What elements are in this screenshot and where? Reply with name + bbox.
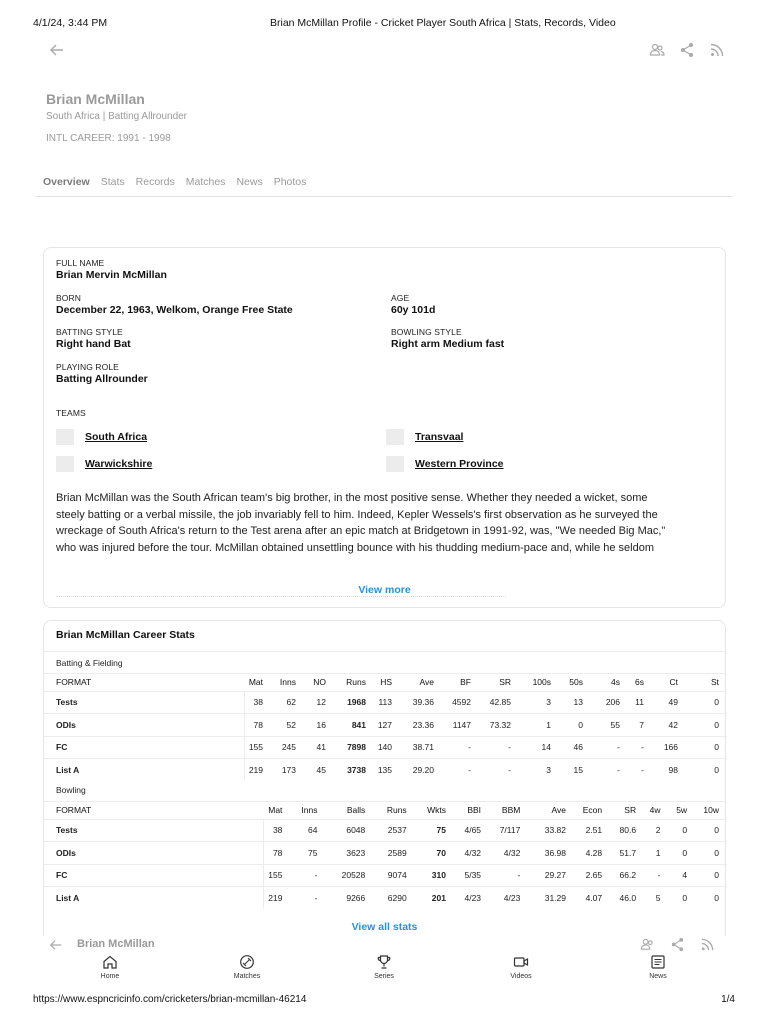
full-name-value: Brian Mervin McMillan (56, 269, 167, 281)
stat-cell: 42.85 (479, 691, 519, 714)
sticky-player-header (43, 936, 726, 954)
stat-cell: 15 (559, 759, 591, 782)
matches-icon (239, 954, 255, 970)
bottom-navigation (33, 954, 735, 988)
stat-cell: 4.07 (574, 887, 610, 910)
team-link[interactable] (386, 429, 463, 445)
stat-cell: - (290, 887, 325, 910)
stat-cell: 80.6 (610, 819, 644, 842)
stat-cell: 66.2 (610, 864, 644, 887)
col-header: 6s (635, 676, 644, 687)
print-page-number: 1/4 (721, 994, 735, 1005)
col-header: 4s (611, 676, 620, 687)
bio-line: Brian McMillan was the South African team's big brother, in the most positive sense. Whether they needed a wicket, some (56, 492, 648, 504)
news-icon (650, 954, 666, 970)
team-link[interactable] (386, 456, 504, 472)
stat-cell: 206 (591, 691, 628, 714)
user-group-icon[interactable] (649, 42, 665, 58)
stat-cell: - (442, 736, 479, 759)
stat-cell: 78 (264, 842, 291, 865)
stat-cell: 9266 (325, 887, 373, 910)
stat-cell: 4592 (442, 691, 479, 714)
profile-tabs (43, 176, 306, 188)
col-header: Runs (386, 804, 407, 815)
table-row (44, 819, 727, 842)
stat-cell: 310 (415, 864, 454, 887)
stat-cell: 75 (290, 842, 325, 865)
batting-section-label: Batting & Fielding (56, 658, 123, 668)
col-header: 100s (532, 676, 551, 687)
stat-cell: 2.51 (574, 819, 610, 842)
stat-cell: 33.82 (528, 819, 574, 842)
stat-cell: 0 (669, 842, 696, 865)
bowling-section-label: Bowling (56, 785, 86, 795)
stat-cell: 55 (591, 714, 628, 737)
top-bar (33, 40, 735, 64)
col-header: Ave (419, 676, 434, 687)
user-group-icon[interactable] (640, 937, 656, 953)
stat-cell: 98 (652, 759, 686, 782)
nav-series[interactable] (369, 954, 399, 988)
stat-cell: 113 (374, 691, 400, 714)
table-row (44, 736, 727, 759)
tab-overview[interactable]: Overview (43, 176, 90, 188)
stat-cell: 13 (559, 691, 591, 714)
tab-photos[interactable]: Photos (273, 176, 307, 188)
divider (44, 651, 725, 652)
col-header: Runs (346, 676, 366, 687)
col-header: FORMAT (56, 804, 92, 815)
share-icon[interactable] (670, 937, 686, 953)
nav-news[interactable] (643, 954, 673, 988)
stat-cell: 41 (304, 736, 334, 759)
stat-cell: 20528 (325, 864, 373, 887)
playing-role-label: PLAYING ROLE (56, 362, 119, 372)
print-doc-title: Brian McMillan Profile - Cricket Player South Africa | Stats, Records, Video (270, 17, 616, 29)
stat-cell: 0 (695, 842, 727, 865)
team-name: Transvaal (415, 431, 464, 443)
sticky-actions (640, 937, 716, 953)
stat-cell: 23.36 (400, 714, 442, 737)
born-label: BORN (56, 293, 81, 303)
born-value: December 22, 1963, Welkom, Orange Free State (56, 304, 293, 316)
sticky-player-name: Brian McMillan (77, 938, 155, 950)
team-logo (386, 456, 404, 472)
stat-cell: 75 (415, 819, 454, 842)
col-header: BBI (467, 804, 482, 815)
table-row (44, 887, 727, 910)
print-footer (33, 994, 735, 1008)
col-header: Wkts (427, 804, 446, 815)
rss-icon[interactable] (709, 42, 725, 58)
col-header: 4w (649, 804, 661, 815)
stat-cell: 5 (644, 887, 668, 910)
stat-cell: 3 (519, 759, 559, 782)
stat-cell: 127 (374, 714, 400, 737)
format-cell[interactable]: Tests (44, 691, 244, 714)
format-cell[interactable]: ODIs (44, 842, 264, 865)
nav-home[interactable] (95, 954, 125, 988)
stat-cell: 0 (695, 887, 727, 910)
video-icon (513, 954, 529, 970)
col-header: SR (499, 676, 511, 687)
stat-cell: 201 (415, 887, 454, 910)
stat-cell: 155 (264, 864, 291, 887)
stat-cell: 70 (415, 842, 454, 865)
stat-cell: 1 (644, 842, 668, 865)
bowling-style-label: BOWLING STYLE (391, 327, 462, 337)
stat-cell: 2589 (373, 842, 414, 865)
batting-style-label: BATTING STYLE (56, 327, 123, 337)
stat-cell: 5/35 (454, 864, 489, 887)
format-cell[interactable]: ODIs (44, 714, 244, 737)
team-logo (56, 429, 74, 445)
team-link[interactable] (56, 456, 152, 472)
stat-cell: 4 (669, 864, 696, 887)
trophy-icon (376, 954, 392, 970)
stat-cell: 36.98 (528, 842, 574, 865)
stat-cell: - (290, 864, 325, 887)
stat-cell: 219 (264, 887, 291, 910)
stat-cell: 0 (669, 887, 696, 910)
stat-cell: 45 (304, 759, 334, 782)
rss-icon[interactable] (700, 937, 716, 953)
stat-cell: 0 (686, 691, 727, 714)
stat-cell: 49 (652, 691, 686, 714)
stat-cell: 7/117 (489, 819, 528, 842)
view-all-stats-link[interactable]: View all stats (351, 921, 418, 933)
stat-cell: - (479, 736, 519, 759)
bowling-header-row (44, 801, 727, 819)
col-header: Mat (268, 804, 283, 815)
stat-cell: - (644, 864, 668, 887)
col-header: Ave (551, 804, 566, 815)
format-cell[interactable]: Tests (44, 819, 264, 842)
nav-videos[interactable] (506, 954, 536, 988)
col-header: HS (380, 676, 392, 687)
tab-records[interactable]: Records (135, 176, 175, 188)
stat-cell: - (628, 736, 652, 759)
bio-line: steely batting or a verbal missile, the job invariably fell to him. Indeed, Kepler Wessels's first observation as he surveyed the (56, 508, 658, 521)
bio-cut-off-text (56, 596, 506, 600)
stat-cell: 38.71 (400, 736, 442, 759)
bowling-style-value: Right arm Medium fast (391, 338, 505, 350)
stat-cell: 11 (628, 691, 652, 714)
format-cell[interactable]: FC (44, 864, 264, 887)
stat-cell: 6290 (373, 887, 414, 910)
stat-cell: 9074 (373, 864, 414, 887)
table-row (44, 864, 727, 887)
nav-label: News (649, 973, 667, 980)
stat-cell: 78 (244, 714, 271, 737)
player-subtitle: South Africa | Batting Allrounder (46, 111, 188, 122)
stat-cell: 73.32 (479, 714, 519, 737)
stat-cell: 4/23 (489, 887, 528, 910)
stat-cell: - (628, 759, 652, 782)
stat-cell: 166 (652, 736, 686, 759)
col-header: 50s (569, 676, 583, 687)
stat-cell: 29.20 (400, 759, 442, 782)
stat-cell: 51.7 (610, 842, 644, 865)
stat-cell: 16 (304, 714, 334, 737)
col-header: SR (624, 804, 637, 815)
nav-label: Home (100, 973, 120, 980)
career-stats-title: Brian McMillan Career Stats (56, 629, 195, 641)
stat-cell: 245 (271, 736, 304, 759)
player-career-span: INTL CAREER: 1991 - 1998 (46, 133, 171, 144)
stat-cell: 29.27 (528, 864, 574, 887)
batting-header-row (44, 673, 727, 691)
bowling-stats-table (44, 801, 727, 909)
col-header: Balls (346, 804, 366, 815)
col-header: BBM (501, 804, 521, 815)
stat-cell: - (489, 864, 528, 887)
stat-cell: 155 (244, 736, 271, 759)
stat-cell: 46 (559, 736, 591, 759)
stat-cell: 2 (644, 819, 668, 842)
stat-cell: 38 (264, 819, 291, 842)
stat-cell: 0 (695, 819, 727, 842)
team-name: Warwickshire (85, 458, 153, 470)
team-link[interactable] (56, 429, 147, 445)
table-row (44, 759, 727, 782)
team-logo (56, 456, 74, 472)
stat-cell: - (591, 736, 628, 759)
stat-cell: 2.65 (574, 864, 610, 887)
stat-cell: 7898 (334, 736, 374, 759)
stat-cell: 38 (244, 691, 271, 714)
col-header: 5w (676, 804, 688, 815)
stat-cell: 6048 (325, 819, 373, 842)
tabs-divider (35, 196, 733, 197)
tab-stats[interactable]: Stats (100, 176, 125, 188)
bio-line: wreckage of South Africa's return to the Test arena after an epic match at Bridgetown in 1991-92, was, "We needed Big Mac," (56, 525, 666, 537)
arrow-left-icon[interactable] (49, 938, 63, 952)
stat-cell: 0 (686, 759, 727, 782)
nav-label: Series (374, 973, 394, 980)
nav-matches[interactable] (232, 954, 262, 988)
full-name-label: FULL NAME (56, 258, 105, 268)
player-bio (56, 490, 720, 554)
team-name: South Africa (85, 431, 148, 443)
team-logo (386, 429, 404, 445)
col-header: Econ (582, 804, 603, 815)
batting-style-value: Right hand Bat (56, 338, 131, 350)
stat-cell: 0 (686, 736, 727, 759)
stat-cell: 7 (628, 714, 652, 737)
col-header: Ct (669, 676, 678, 687)
share-icon[interactable] (679, 42, 695, 58)
format-cell[interactable]: FC (44, 736, 244, 759)
team-name: Western Province (415, 458, 504, 470)
teams-label: TEAMS (56, 408, 86, 418)
table-row (44, 842, 727, 865)
top-actions (649, 42, 725, 58)
stat-cell: - (442, 759, 479, 782)
format-cell[interactable]: List A (44, 887, 264, 910)
format-cell[interactable]: List A (44, 759, 244, 782)
home-icon (102, 954, 118, 970)
playing-role-value: Batting Allrounder (56, 373, 148, 385)
print-datetime: 4/1/24, 3:44 PM (33, 17, 108, 29)
stat-cell: 140 (374, 736, 400, 759)
col-header: St (710, 676, 719, 687)
col-header: 10w (703, 804, 719, 815)
stat-cell: 0 (669, 819, 696, 842)
nav-label: Matches (233, 973, 261, 980)
batting-stats-table (44, 673, 727, 781)
stat-cell: 42 (652, 714, 686, 737)
col-header: Mat (248, 676, 263, 687)
tab-news[interactable]: News (236, 176, 263, 188)
stat-cell: 4/32 (454, 842, 489, 865)
stat-cell: 12 (304, 691, 334, 714)
stat-cell: 1968 (334, 691, 374, 714)
stat-cell: 4.28 (574, 842, 610, 865)
print-url: https://www.espncricinfo.com/cricketers/brian-mcmillan-46214 (33, 994, 307, 1005)
col-header: FORMAT (56, 676, 92, 687)
stat-cell: 219 (244, 759, 271, 782)
stat-cell: 52 (271, 714, 304, 737)
stat-cell: 39.36 (400, 691, 442, 714)
tab-matches[interactable]: Matches (185, 176, 226, 188)
stat-cell: 4/32 (489, 842, 528, 865)
stat-cell: 1 (519, 714, 559, 737)
age-label: AGE (391, 293, 410, 303)
stat-cell: 841 (334, 714, 374, 737)
stat-cell: 4/23 (454, 887, 489, 910)
arrow-left-icon[interactable] (49, 42, 65, 58)
stat-cell: 173 (271, 759, 304, 782)
stat-cell: 31.29 (528, 887, 574, 910)
player-info-card (43, 247, 726, 608)
stat-cell: 0 (695, 864, 727, 887)
stat-cell: 62 (271, 691, 304, 714)
col-header: NO (313, 676, 326, 687)
stat-cell: 3738 (334, 759, 374, 782)
stat-cell: 135 (374, 759, 400, 782)
col-header: Inns (301, 804, 318, 815)
stat-cell: - (479, 759, 519, 782)
stat-cell: 4/65 (454, 819, 489, 842)
stat-cell: 3 (519, 691, 559, 714)
stat-cell: 1147 (442, 714, 479, 737)
stat-cell: 64 (290, 819, 325, 842)
age-value: 60y 101d (391, 304, 436, 316)
career-stats-card (43, 620, 726, 950)
print-header (33, 17, 735, 31)
table-row (44, 714, 727, 737)
col-header: Inns (279, 676, 296, 687)
stat-cell: 0 (559, 714, 591, 737)
col-header: BF (460, 676, 471, 687)
stat-cell: 0 (686, 714, 727, 737)
nav-label: Videos (510, 973, 532, 980)
stat-cell: 46.0 (610, 887, 644, 910)
bio-line: who was injured before the tour. McMillan obtained unsettling bounce with his thudding medium-pace and, while he seldom (56, 541, 655, 554)
stat-cell: - (591, 759, 628, 782)
table-row (44, 691, 727, 714)
stat-cell: 14 (519, 736, 559, 759)
view-more-link[interactable]: View more (358, 584, 411, 596)
stat-cell: 2537 (373, 819, 414, 842)
stat-cell: 3623 (325, 842, 373, 865)
player-name: Brian McMillan (46, 91, 145, 107)
